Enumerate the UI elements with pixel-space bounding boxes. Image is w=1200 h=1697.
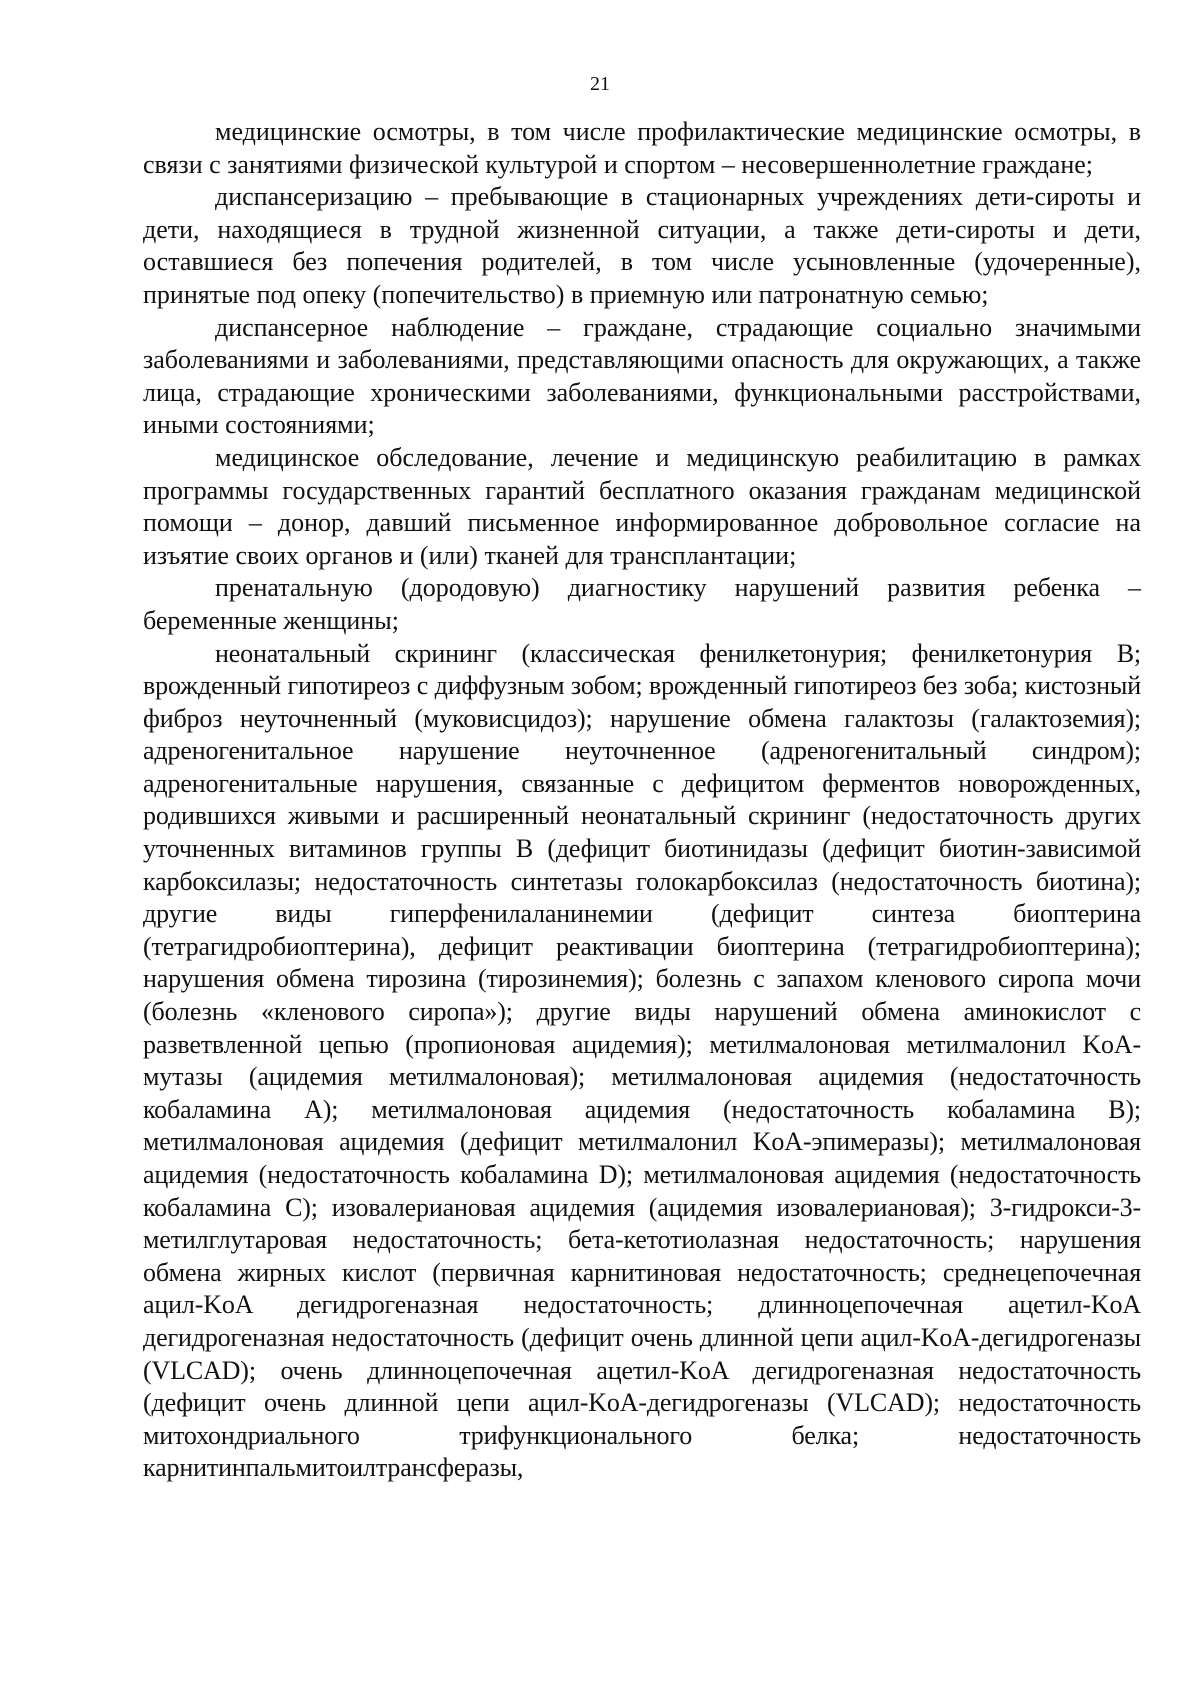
paragraph-prenatal-diagnostics: пренатальную (дородовую) диагностику нарушений развития ребенка – беременные женщины; [143,573,1141,635]
paragraph-donor-examination: медицинское обследование, лечение и медицинскую реабилитацию в рамках программы государственных гарантий бесплатного оказания гражданам медицинской помощи – донор, давший письменное информированное добровольное согласие на изъятие своих органов и (или) тканей для трансплантации; [143,442,1141,570]
paragraph-medical-checkups: медицинские осмотры, в том числе профилактические медицинские осмотры, в связи с занятиями физической культурой и спортом – несовершеннолетние граждане; [143,117,1141,179]
paragraph-dispensary-observation: диспансерное наблюдение – граждане, страдающие социально значимыми заболеваниями и заболеваниями, представляющими опасность для окружающих, а также лица, страдающие хроническими заболеваниями, функциональными расстройствами, иными состояниями; [143,312,1141,440]
paragraph-dispensarization: диспансеризацию – пребывающие в стационарных учреждениях дети-сироты и дети, находящиеся в трудной жизненной ситуации, а также дети-сироты и дети, оставшиеся без попечения родителей, в том числе усыновленные (удочеренные), принятые под опеку (попечительство) в приемную или патронатную семью; [143,182,1141,309]
page-number: 21 [590,73,610,95]
document-body [143,116,1141,1485]
paragraph-neonatal-screening: неонатальный скрининг (классическая фенилкетонурия; фенилкетонурия B; врожденный гипотиреоз с диффузным зобом; врожденный гипотиреоз без зоба; кистозный фиброз неуточненный (муковисцидоз); нарушение обмена галактозы (галактоземия); адреногенитальное нарушение неуточненное (адреногенитальный синдром); адреногенитальные нарушения, связанные с дефицитом ферментов новорожденных, родившихся живыми и расширенный неонатальный скрининг (недостаточность других уточненных витаминов группы B (дефицит биотинидазы (дефицит биотин-зависимой карбоксилазы; недостаточность синтетазы голокарбоксилаз (недостаточность биотина); другие виды гиперфенилаланинемии (дефицит синтеза биоптерина (тетрагидробиоптерина), дефицит реактивации биоптерина (тетрагидробиоптерина); нарушения обмена тирозина (тирозинемия); болезнь с запахом кленового сиропа мочи (болезнь «кленового сиропа»); другие виды нарушений обмена аминокислот с разветвленной цепью (пропионовая ацидемия); метилмалоновая метилмалонил KoA-мутазы (ацидемия метилмалоновая); метилмалоновая ацидемия (недостаточность кобаламина A); метилмалоновая ацидемия (недостаточность кобаламина B); метилмалоновая ацидемия (дефицит метилмалонил KoA-эпимеразы); метилмалоновая ацидемия (недостаточность кобаламина D); метилмалоновая ацидемия (недостаточность кобаламина C); изовалериановая ацидемия (ацидемия изовалериановая); 3-гидрокси-3-метилглутаровая недостаточность; бета-кетотиолазная недостаточность; нарушения обмена жирных кислот (первичная карнитиновая недостаточность; среднецепочечная ацил-KoA дегидрогеназная недостаточность; длинноцепочечная ацетил-KoA дегидрогеназная недостаточность (дефицит очень длинной цепи ацил-KoA-дегидрогеназы (VLCAD); очень длинноцепочечная ацетил-KoA дегидрогеназная недостаточность (дефицит очень длинной цепи ацил-KoA-дегидрогеназы (VLCAD); недостаточность митохондриального трифункционального белка; недостаточность карнитинпальмитоилтрансферазы, [143,638,1141,1483]
